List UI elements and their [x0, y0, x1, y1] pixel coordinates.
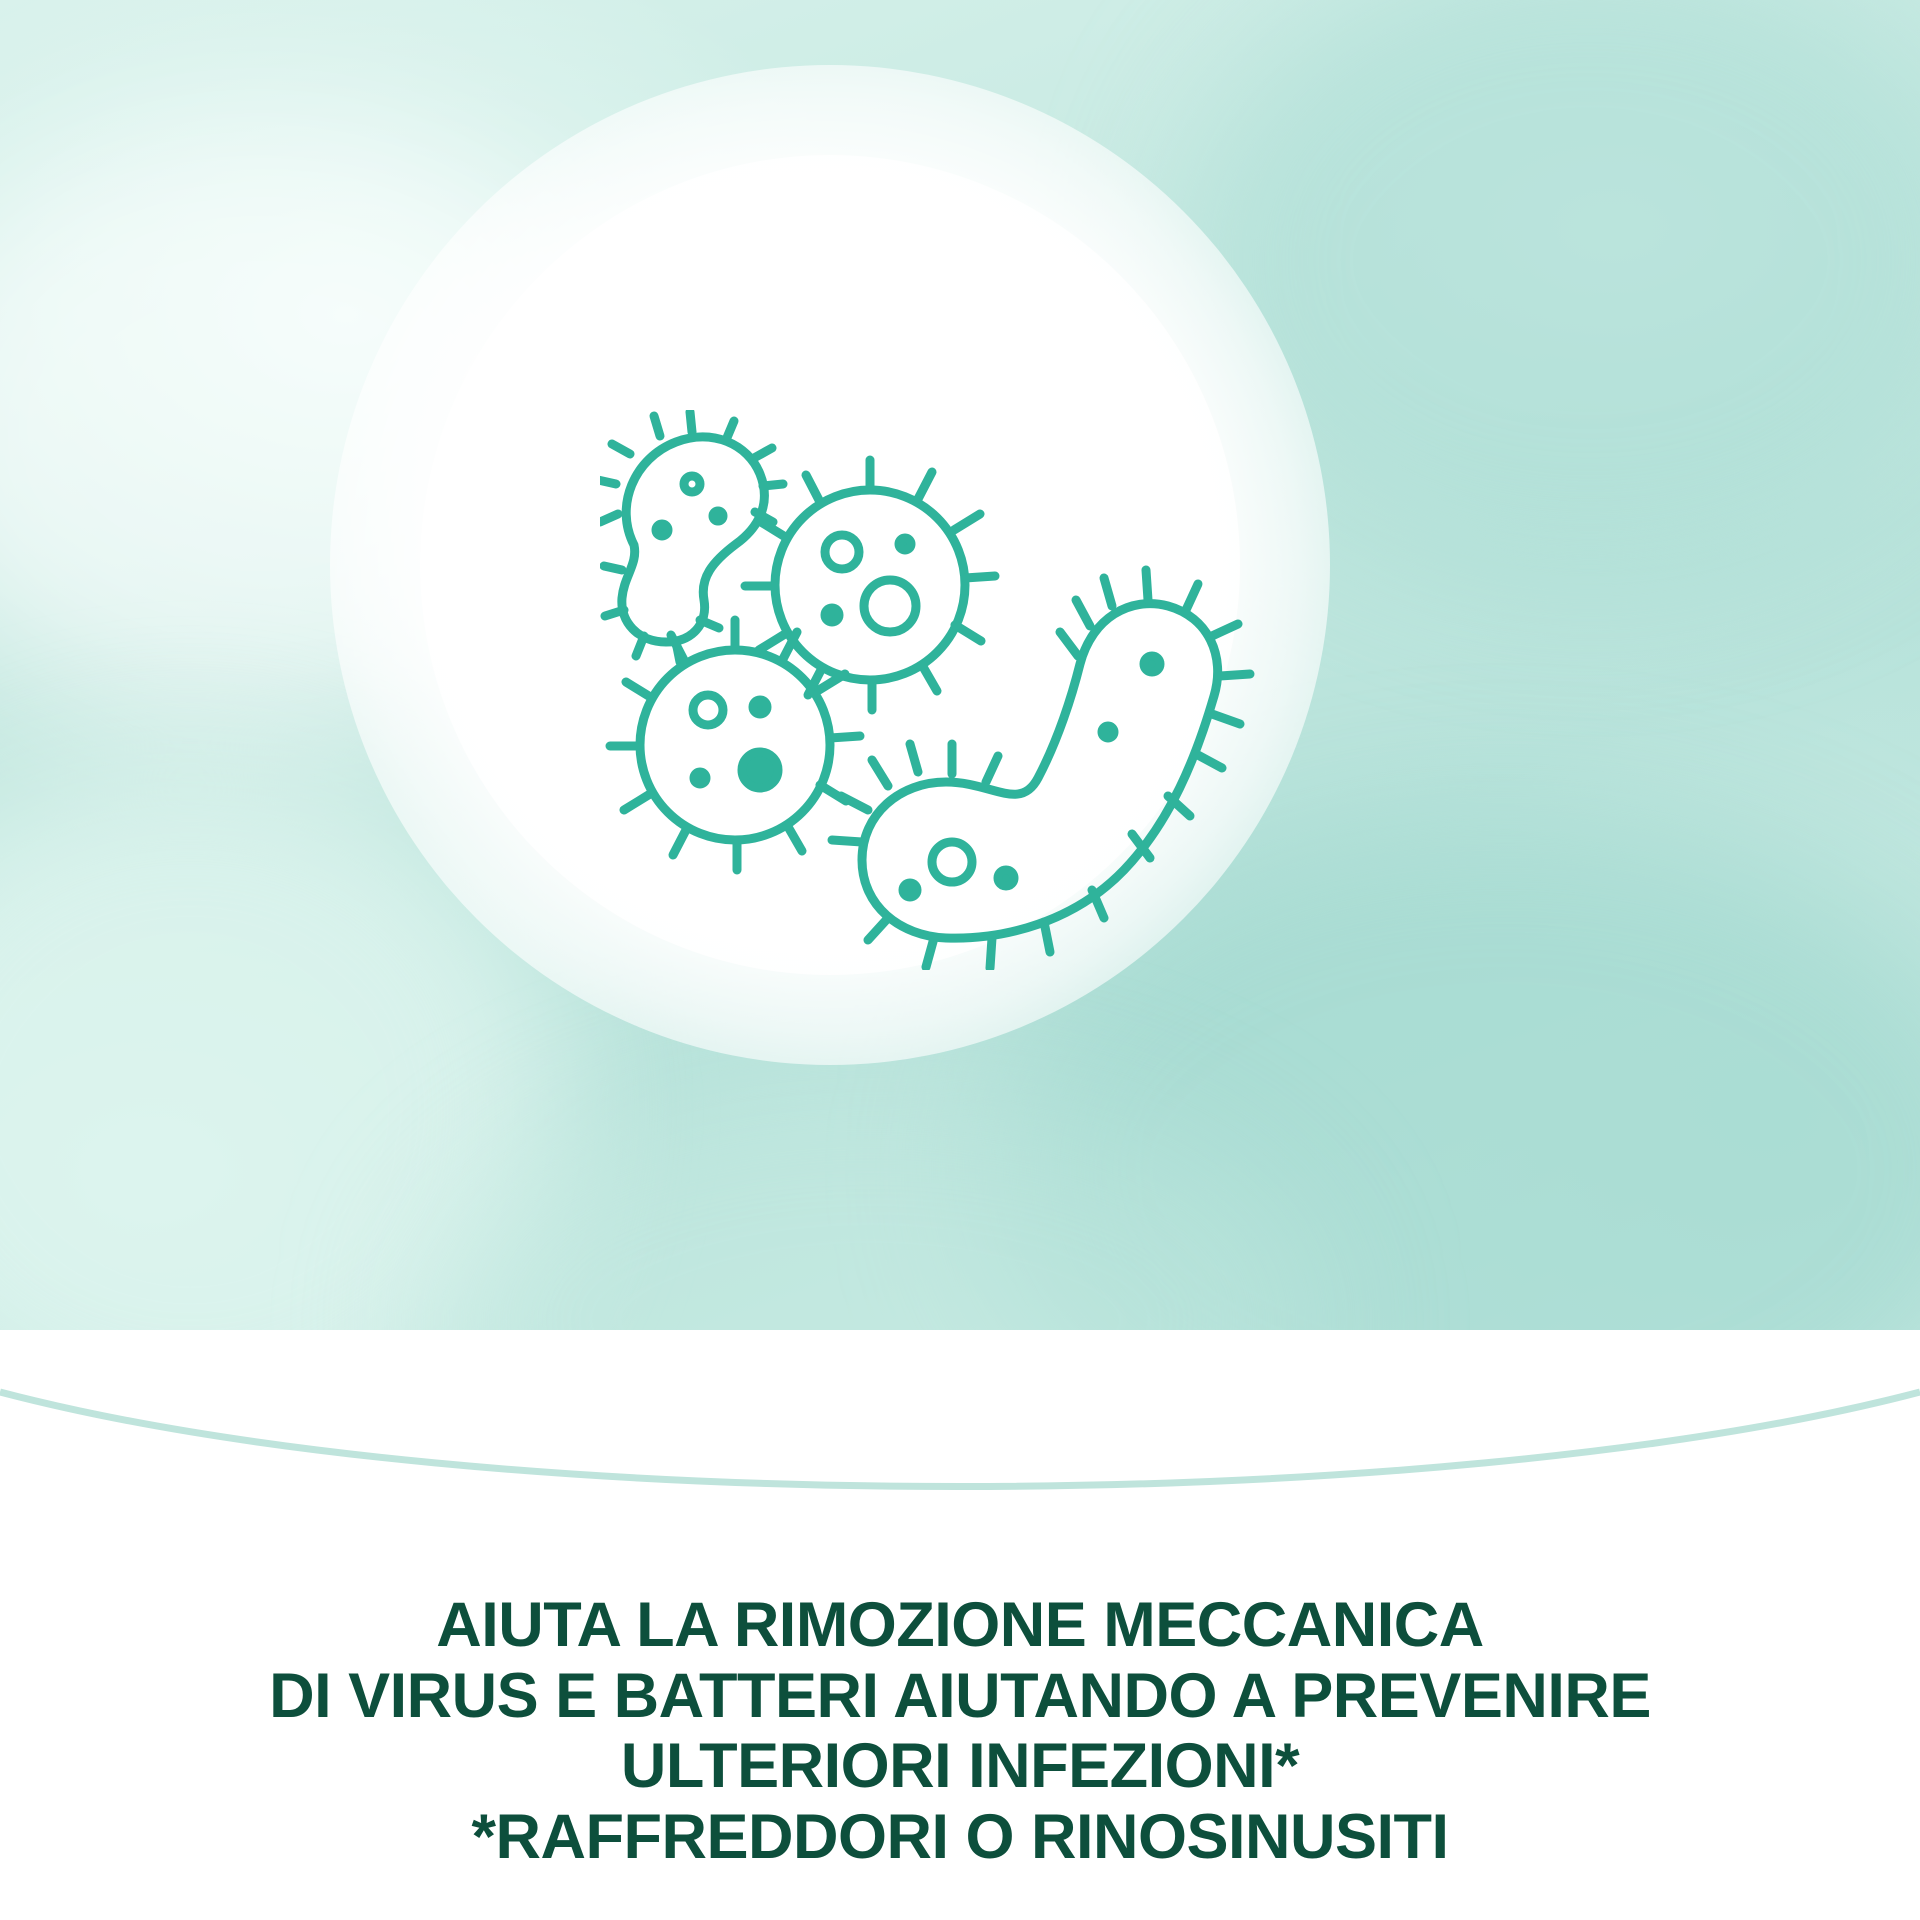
round-virus-lower-shape [610, 620, 860, 870]
caption-line-1: AIUTA LA RIMOZIONE MECCANICA [436, 1590, 1484, 1660]
rod-bacterium-shape [600, 412, 783, 662]
caption-text [0, 1590, 1920, 1872]
caption-line-2: DI VIRUS E BATTERI AIUTANDO A PREVENIRE [269, 1660, 1651, 1731]
germs-bacteria-virus-icon [600, 410, 1260, 970]
caption-line-3: ULTERIORI INFEZIONI* [620, 1731, 1300, 1802]
bottom-curve-divider [0, 1330, 1920, 1550]
round-virus-upper-shape [745, 460, 995, 710]
caption-line-4: *RAFFREDDORI O RINOSINUSITI [471, 1801, 1449, 1872]
